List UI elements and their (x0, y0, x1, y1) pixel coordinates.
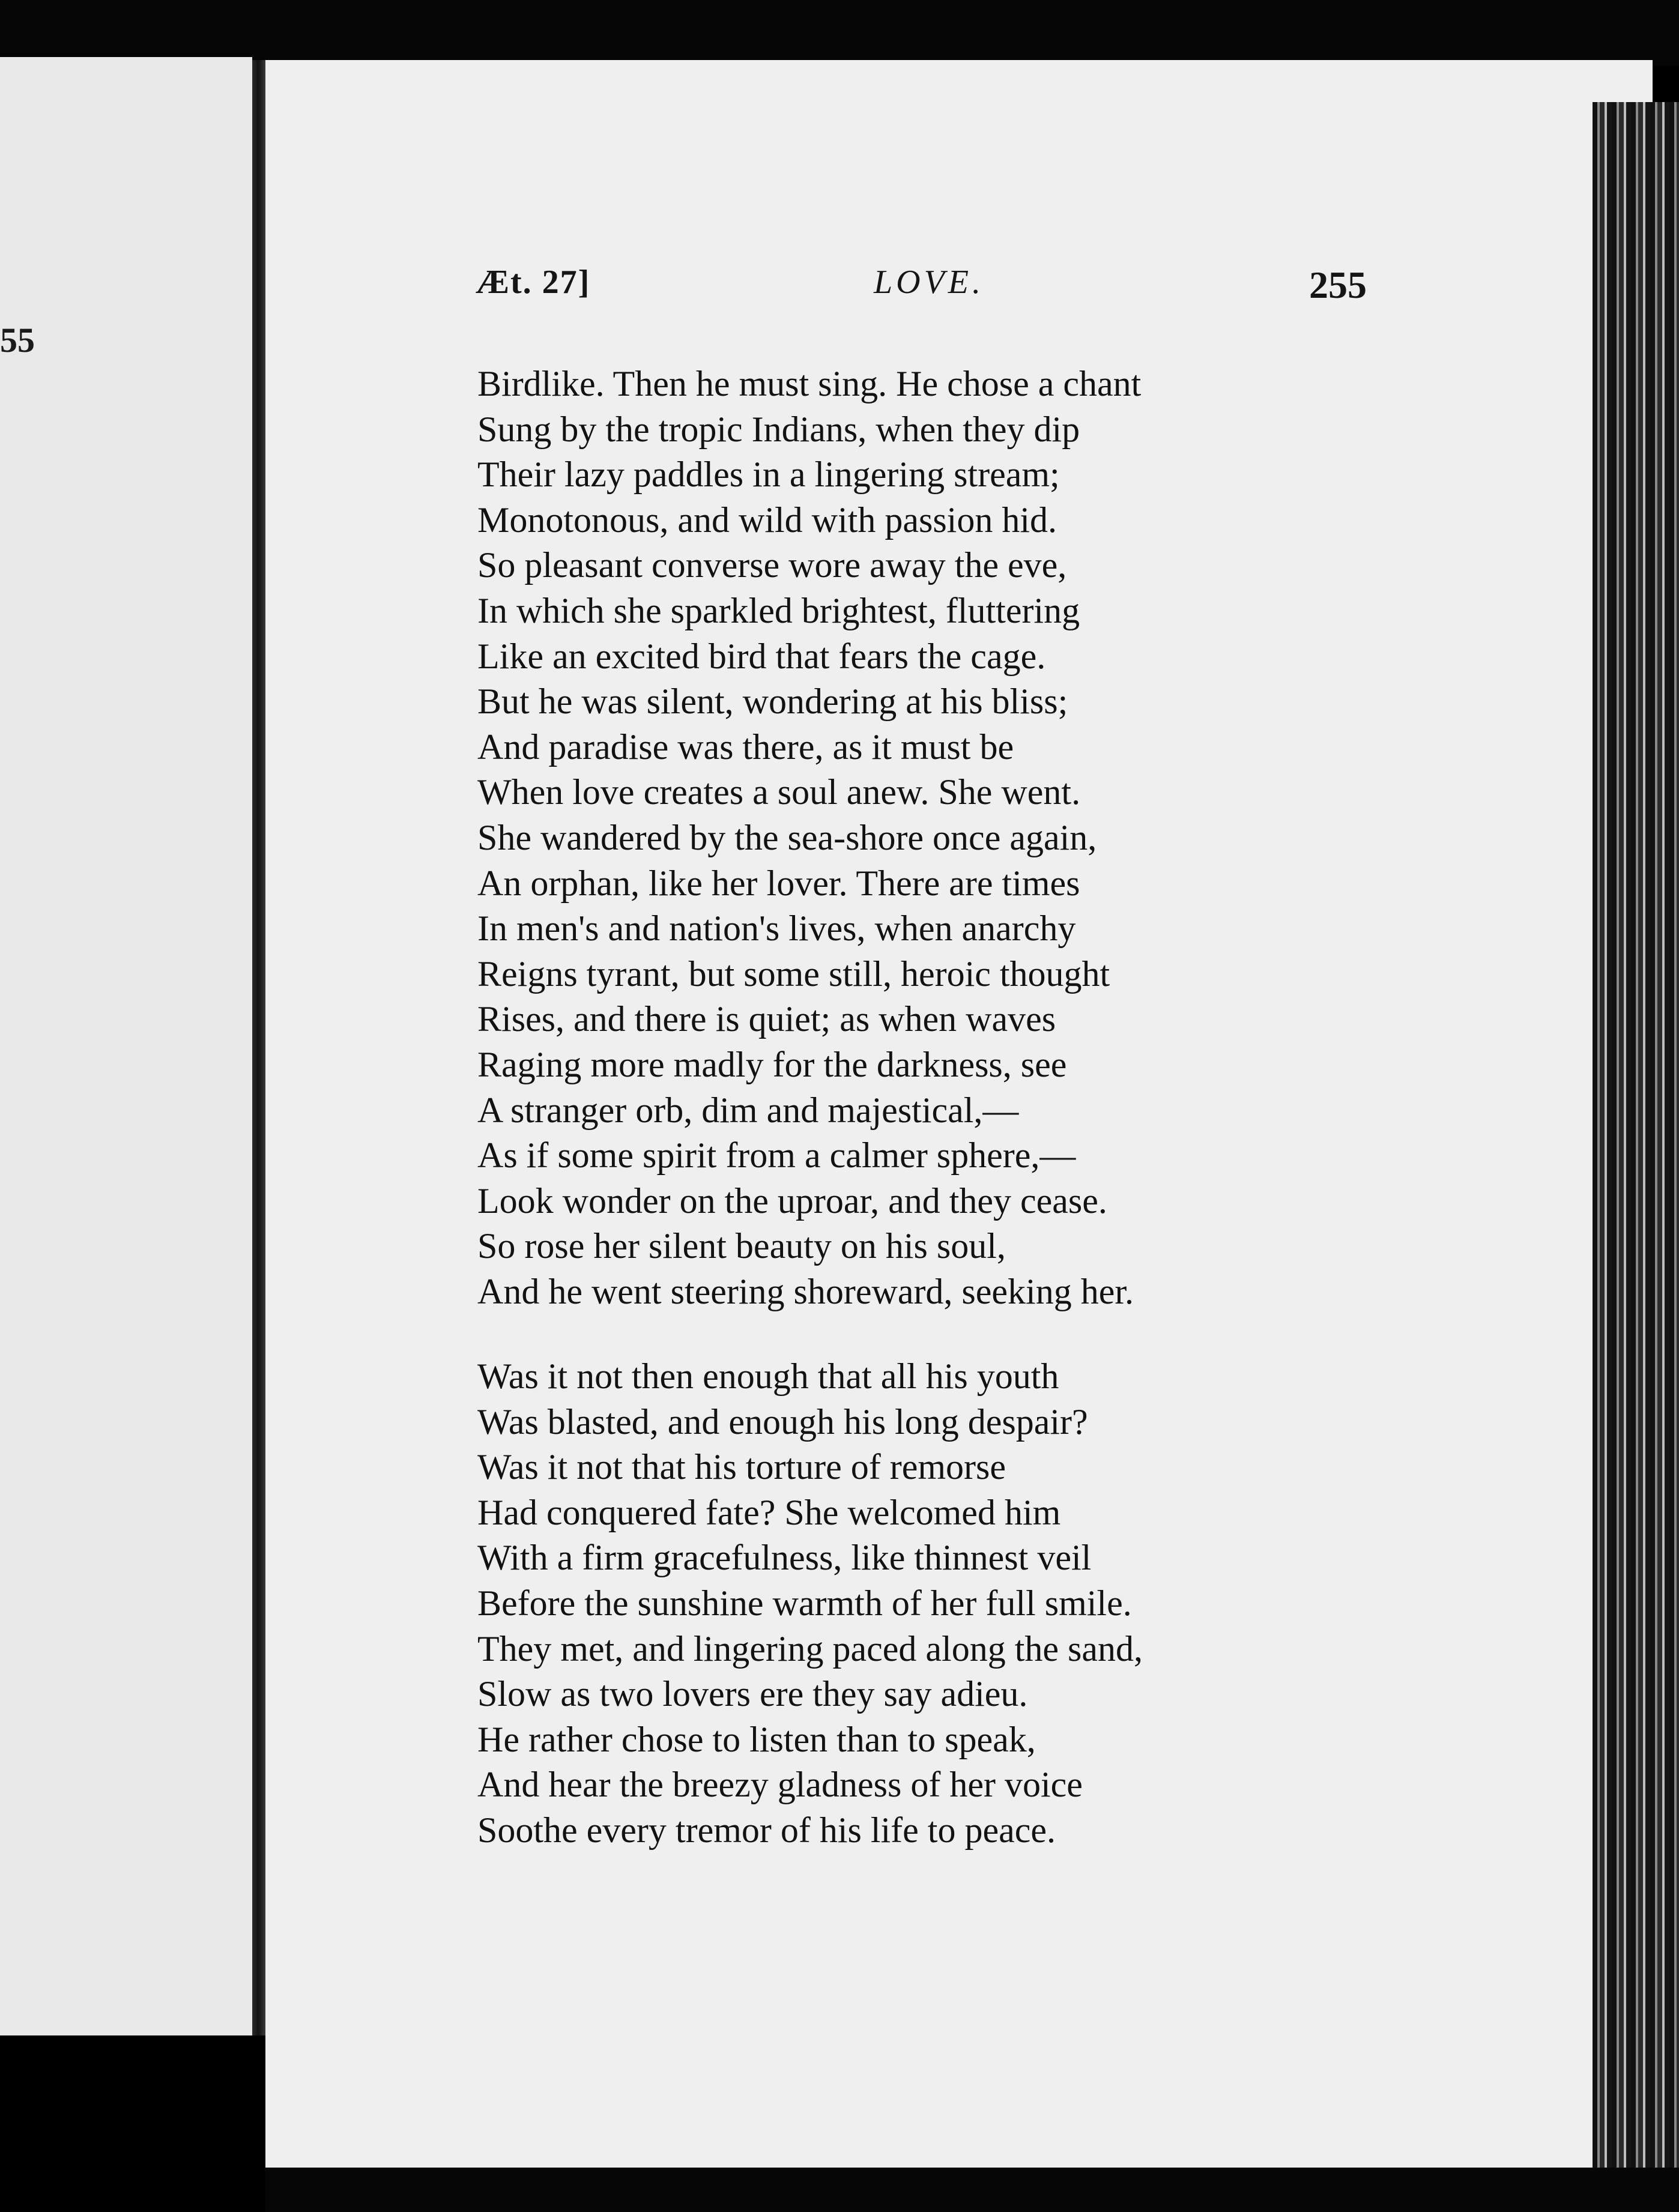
poem-line: Before the sunshine warmth of her full smile. (477, 1583, 1132, 1623)
page-edge-stack (1593, 102, 1679, 2212)
stanza-2 (477, 1354, 1143, 1854)
poem-line: And paradise was there, as it must be (477, 727, 1014, 767)
running-head-age: Æt. 27] (476, 264, 591, 301)
left-page-number: 55 (0, 321, 35, 360)
poem-line: And hear the breezy gladness of her voice (477, 1765, 1083, 1805)
poem-line: Sung by the tropic Indians, when they dip (477, 409, 1080, 449)
scan-bottom-left-border (0, 2035, 270, 2212)
poem-line: Monotonous, and wild with passion hid. (477, 500, 1057, 540)
poem-line: Birdlike. Then he must sing. He chose a chant (477, 364, 1142, 403)
poem-line: Slow as two lovers ere they say adieu. (477, 1674, 1028, 1714)
poem-line: As if some spirit from a calmer sphere,— (477, 1135, 1076, 1176)
poem-line: Look wonder on the uproar, and they cease. (477, 1180, 1107, 1221)
poem-line: She wandered by the sea-shore once again, (477, 817, 1097, 857)
poem-line: Like an excited bird that fears the cage. (477, 636, 1046, 676)
poem-line: Raging more madly for the darkness, see (477, 1044, 1067, 1084)
poem-line: Soothe every tremor of his life to peace. (477, 1810, 1056, 1850)
running-head-title: LOVE. (874, 264, 984, 301)
left-page-fragment (0, 57, 252, 2038)
poem-line: In men's and nation's lives, when anarchy (477, 908, 1076, 949)
scan-bottom-border (265, 2168, 1679, 2212)
book-gutter (252, 60, 265, 2041)
poem-line: Rises, and there is quiet; as when waves (477, 999, 1056, 1039)
poem-line: Their lazy paddles in a lingering stream; (477, 455, 1060, 495)
poem-line: They met, and lingering paced along the sand, (477, 1628, 1143, 1669)
poem-line: Was it not then enough that all his youth (477, 1356, 1059, 1396)
poem-line: A stranger orb, dim and majestical,— (477, 1090, 1019, 1130)
poem-line: But he was silent, wondering at his bliss; (477, 681, 1068, 722)
poem-line: When love creates a soul anew. She went. (477, 772, 1081, 812)
poem-line: Was blasted, and enough his long despair? (477, 1401, 1088, 1442)
poem-line: An orphan, like her lover. There are times (477, 863, 1080, 903)
poem-line: So pleasant converse wore away the eve, (477, 545, 1067, 585)
stanza-1 (477, 361, 1141, 1314)
poem-line: He rather chose to listen than to speak, (477, 1719, 1036, 1759)
poem-line: And he went steering shoreward, seeking her. (477, 1271, 1134, 1311)
scan-top-border (0, 0, 1679, 66)
poem-line: With a firm gracefulness, like thinnest veil (477, 1538, 1092, 1578)
poem-line: Had conquered fate? She welcomed him (477, 1492, 1061, 1532)
poem-line: Reigns tyrant, but some still, heroic thought (477, 953, 1110, 994)
poem-line: So rose her silent beauty on his soul, (477, 1226, 1006, 1266)
poem-line: Was it not that his torture of remorse (477, 1447, 1006, 1487)
page-number: 255 (1309, 264, 1367, 306)
poem-line: In which she sparkled brightest, fluttering (477, 590, 1080, 630)
